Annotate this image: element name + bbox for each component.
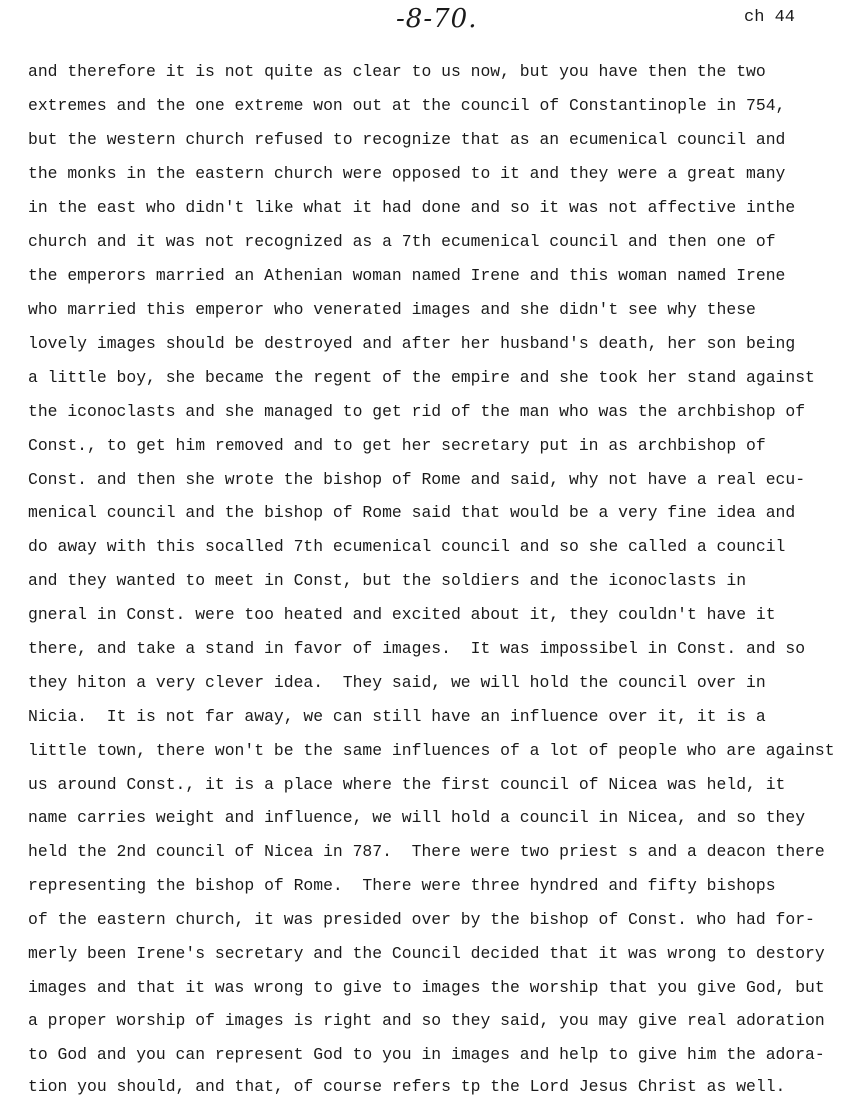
text-line: tion you should, and that, of course refers tp the Lord Jesus Christ as well. <box>28 1077 786 1096</box>
text-line: Const. and then she wrote the bishop of Rome and said, why not have a real ecu- <box>28 470 806 489</box>
text-line: there, and take a stand in favor of images. It was impossibel in Const. and so <box>28 639 806 658</box>
text-line: gneral in Const. were too heated and excited about it, they couldn't have it <box>28 605 776 624</box>
text-line: images and that it was wrong to give to images the worship that you give God, but <box>28 978 825 997</box>
text-line: a proper worship of images is right and so they said, you may give real adoration <box>28 1011 825 1030</box>
text-line: to God and you can represent God to you in images and help to give him the adora- <box>28 1045 825 1064</box>
text-line: church and it was not recognized as a 7th ecumenical council and then one of <box>28 232 776 251</box>
text-line: name carries weight and influence, we will hold a council in Nicea, and so they <box>28 808 806 827</box>
text-line: the iconoclasts and she managed to get rid of the man who was the archbishop of <box>28 402 806 421</box>
text-line: who married this emperor who venerated images and she didn't see why these <box>28 300 756 319</box>
page-number: -8-70. <box>396 4 478 34</box>
text-line: Const., to get him removed and to get her secretary put in as archbishop of <box>28 436 766 455</box>
text-line: of the eastern church, it was presided over by the bishop of Const. who had for- <box>28 910 815 929</box>
chapter-label: ch 44 <box>744 8 796 27</box>
text-line: but the western church refused to recognize that as an ecumenical council and <box>28 130 786 149</box>
text-line: us around Const., it is a place where the first council of Nicea was held, it <box>28 775 786 794</box>
text-line: in the east who didn't like what it had done and so it was not affective inthe <box>28 198 796 217</box>
text-line: lovely images should be destroyed and after her husband's death, her son being <box>28 334 796 353</box>
text-line: merly been Irene's secretary and the Council decided that it was wrong to destory <box>28 944 825 963</box>
text-line: and therefore it is not quite as clear to us now, but you have then the two <box>28 62 766 81</box>
text-line: held the 2nd council of Nicea in 787. There were two priest s and a deacon there <box>28 842 825 861</box>
text-line: they hiton a very clever idea. They said, we will hold the council over in <box>28 673 766 692</box>
text-line: extremes and the one extreme won out at the council of Constantinople in 754, <box>28 96 786 115</box>
text-line: the emperors married an Athenian woman named Irene and this woman named Irene <box>28 266 786 285</box>
text-line: and they wanted to meet in Const, but the soldiers and the iconoclasts in <box>28 571 747 590</box>
text-line: menical council and the bishop of Rome said that would be a very fine idea and <box>28 503 796 522</box>
text-line: little town, there won't be the same influences of a lot of people who are against <box>28 741 835 760</box>
text-line: representing the bishop of Rome. There were three hyndred and fifty bishops <box>28 876 776 895</box>
text-line: Nicia. It is not far away, we can still have an influence over it, it is a <box>28 707 766 726</box>
text-line: a little boy, she became the regent of the empire and she took her stand against <box>28 368 815 387</box>
text-line: the monks in the eastern church were opposed to it and they were a great many <box>28 164 786 183</box>
text-line: do away with this socalled 7th ecumenical council and so she called a council <box>28 537 786 556</box>
